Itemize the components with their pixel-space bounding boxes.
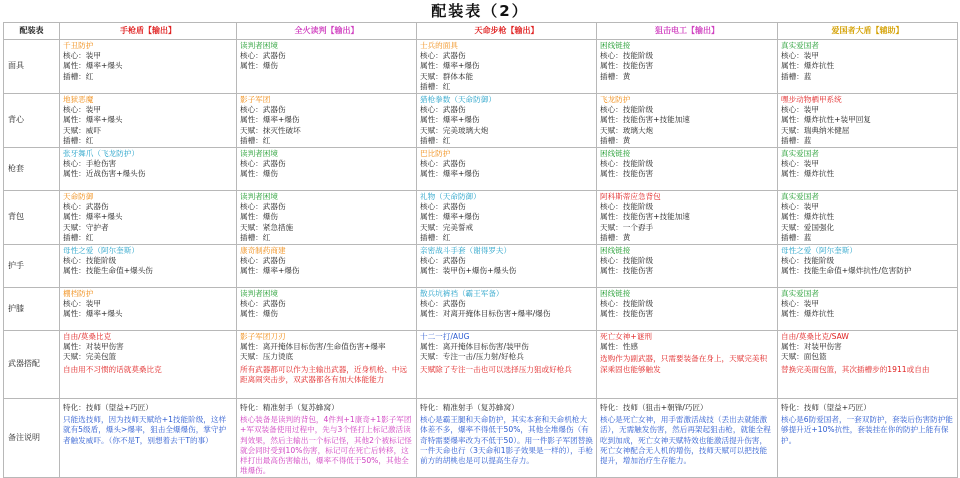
gear-attribute: 属性：近战伤害+爆头伤: [63, 169, 146, 179]
table-row: [4, 40, 958, 94]
gear-name: 影子军团: [240, 95, 271, 105]
gear-name: 自由/莫桑比克: [63, 332, 112, 342]
table-row: [4, 94, 958, 148]
gear-name: 飞龙防护: [600, 95, 631, 105]
gear-note: 只能选技师，因为技师天赋给+1技能阶级，这样就有5级盾，爆头>爆率，狙击全爆爆伤，掌守护者触发威吓。（你不是T，别想着去干T的事）: [63, 415, 227, 445]
gear-name: 真实爱国者: [781, 41, 819, 50]
gear-cell: [597, 399, 778, 478]
gear-attribute: 核心：装甲: [781, 299, 819, 309]
gear-name: 嘿步动物栖甲系统: [781, 95, 842, 105]
gear-name: 礼物（天命防御）: [420, 192, 481, 202]
header-row: [4, 23, 958, 40]
gear-attribute: 核心：技能阶级: [600, 159, 654, 169]
gear-name: 困线链接: [600, 149, 631, 159]
gear-cell: [597, 191, 778, 245]
gear-attribute: 插槽：红: [240, 232, 271, 242]
gear-cell: [597, 148, 778, 191]
gear-attribute: 插槽：黄: [600, 135, 631, 145]
gear-cell: [60, 191, 237, 245]
gear-attribute: 属性：爆炸抗性: [781, 212, 835, 222]
gear-attribute: 特化：技师（望益+巧匠）: [63, 403, 153, 413]
gear-cell: [237, 40, 417, 94]
gear-cell: [417, 288, 597, 331]
gear-note: 自由用不习惯的话就莫桑比克: [63, 364, 162, 374]
gear-note: 核心是死亡女神，用手雷激活战技（丢出去就能激活），无需触发伤害，然后再架起狙击枪，就能全程吃到加成，死亡女神天赋特效也能激活提升伤害，死亡女神配合无人机的增伤，技师天赋可以把技能提升，增加治疗生存能力。: [600, 415, 771, 466]
gear-cell: [778, 40, 958, 94]
gear-attribute: 特化：精准射手（复苏蜂窝）: [420, 403, 519, 413]
gear-cell: [417, 399, 597, 478]
gear-attribute: 属性：技能伤害: [600, 309, 654, 319]
gear-cell: [597, 288, 778, 331]
gear-cell: [60, 399, 237, 478]
gear-attribute: 核心：武器伤: [420, 159, 466, 169]
gear-name: 士兵的面具: [420, 41, 458, 50]
gear-name: 读判者困境: [240, 289, 278, 299]
table-row: [4, 288, 958, 331]
gear-note: 替换完美面包篮，其次插槽步的1911或自由: [781, 364, 930, 374]
table-row: [4, 399, 958, 478]
gear-attribute: 天赋：面包篮: [781, 352, 827, 362]
gear-attribute: 插槽：红: [240, 135, 271, 145]
gear-attribute: 属性：装甲伤+爆伤+爆头伤: [420, 266, 517, 276]
gear-attribute: 属性：离开掩体目标伤害/装甲伤: [420, 342, 529, 352]
gear-attribute: 属性：技能伤害+技能加速: [600, 115, 690, 125]
gear-name: 散兵坑裤裆（霸王军备）: [420, 289, 504, 299]
gear-attribute: 属性：爆率+爆伤: [240, 115, 300, 125]
gear-attribute: 属性：对装甲伤害: [781, 342, 842, 352]
table-row: [4, 191, 958, 245]
gear-attribute: 核心：装甲: [63, 51, 101, 61]
gear-cell: [778, 148, 958, 191]
gear-name: 天命防御: [63, 192, 94, 202]
gear-attribute: 核心：技能阶级: [600, 105, 654, 115]
gear-cell: [237, 148, 417, 191]
gear-attribute: 属性：爆伤: [240, 309, 278, 319]
gear-name: 自由/莫桑比克/SAW: [781, 332, 849, 342]
gear-attribute: 属性：性感: [600, 342, 638, 352]
gear-attribute: 天赋：完美誓戒: [420, 222, 474, 232]
gear-name: 困线链接: [600, 246, 631, 256]
header-col: 全火读判【输出】: [237, 23, 417, 40]
gear-name: 真实爱国者: [781, 192, 819, 202]
gear-attribute: 插槽：红: [63, 232, 94, 242]
gear-name: 影子军团刀刃: [240, 332, 286, 342]
gear-name: 康奇制药商建: [240, 246, 286, 256]
gear-attribute: 天赋：守护者: [63, 222, 109, 232]
gear-attribute: 属性：对离开掩体目标伤害+爆率/爆伤: [420, 309, 551, 319]
gear-attribute: 核心：武器伤: [63, 202, 109, 212]
gear-name: 张牙舞爪（飞龙防护）: [63, 149, 139, 159]
gear-cell: [60, 331, 237, 399]
gear-attribute: 核心：技能阶级: [600, 299, 654, 309]
gear-attribute: 属性：爆率+爆头: [63, 309, 123, 319]
gear-cell: [60, 148, 237, 191]
row-label: 备注说明: [4, 399, 60, 478]
gear-cell: [60, 40, 237, 94]
gear-cell: [60, 94, 237, 148]
gear-cell: [778, 288, 958, 331]
gear-attribute: 属性：爆炸抗性: [781, 309, 835, 319]
gear-cell: [237, 399, 417, 478]
gear-attribute: 属性：对装甲伤害: [63, 342, 124, 352]
gear-attribute: 核心：装甲: [781, 105, 819, 115]
gear-cell: [597, 40, 778, 94]
row-label: 枪套: [4, 148, 60, 191]
gear-name: 真实爱国者: [781, 149, 819, 159]
gear-name: 困线链接: [600, 41, 631, 50]
gear-attribute: 属性：爆率+爆头: [63, 115, 123, 125]
gear-attribute: 核心：武器伤: [240, 105, 286, 115]
gear-cell: [597, 94, 778, 148]
table-row: [4, 148, 958, 191]
gear-attribute: 属性：爆率+爆头: [63, 212, 123, 222]
gear-attribute: 核心：武器伤: [420, 299, 466, 309]
gear-note: 天赋除了专注一击也可以选择压力狙或好枪兵: [420, 364, 572, 374]
gear-cell: [237, 94, 417, 148]
row-label: 护手: [4, 245, 60, 288]
gear-attribute: 天赋：紧急措施: [240, 222, 294, 232]
gear-attribute: 插槽：蓝: [781, 71, 812, 81]
gear-attribute: 属性：技能生命值+爆头伤: [63, 266, 153, 276]
gear-cell: [597, 245, 778, 288]
gear-cell: [417, 245, 597, 288]
gear-attribute: 属性：技能伤害: [600, 169, 654, 179]
header-label: 配装表: [4, 23, 60, 40]
gear-attribute: 核心：武器伤: [240, 202, 286, 212]
gear-name: 读判者困境: [240, 149, 278, 159]
gear-name: 困线链接: [600, 289, 631, 299]
gear-attribute: 特化：技师（狙击+朝锋/巧匠）: [600, 403, 708, 413]
gear-cell: [417, 40, 597, 94]
gear-attribute: 天赋：一个孬手: [600, 222, 654, 232]
gear-attribute: 天赋：瑞典纳米健屈: [781, 125, 850, 135]
gear-note: 核心是霸王腿和天命防护，其实本套和天命机枪大体差不多，爆率不得低于50%，其他全堆爆伤（有奇特需要爆率改为不低于50）。用一件影子军团替换一件天命也行（3天命和1影子效果是一样的），手枪前方的胡桃也是可以提高生存力。: [420, 415, 593, 466]
gear-attribute: 核心：装甲: [781, 159, 819, 169]
gear-attribute: 插槽：红: [420, 135, 451, 145]
gear-attribute: 属性：爆率+爆伤: [240, 266, 300, 276]
gear-attribute: 插槽：蓝: [781, 135, 812, 145]
gear-attribute: 属性：爆伤: [240, 169, 278, 179]
gear-attribute: 核心：装甲: [63, 105, 101, 115]
gear-attribute: 属性：技能伤害: [600, 61, 654, 71]
gear-attribute: 属性：技能伤害: [600, 266, 654, 276]
gear-attribute: 核心：手枪伤害: [63, 159, 117, 169]
gear-attribute: 核心：武器伤: [420, 105, 466, 115]
gear-attribute: 插槽：黄: [600, 232, 631, 242]
gear-name: 读判者困境: [240, 41, 278, 50]
gear-name: 地狱恶魔: [63, 95, 94, 105]
gear-name: 母性之爱（阿尔奎斯）: [63, 246, 139, 256]
gear-attribute: 天赋：爱国强化: [781, 222, 835, 232]
gear-name: 读判者困境: [240, 192, 278, 202]
gear-attribute: 核心：装甲: [781, 202, 819, 212]
gear-attribute: 属性：爆率+爆头: [63, 61, 123, 71]
gear-attribute: 核心：技能阶级: [600, 202, 654, 212]
gear-attribute: 核心：技能阶级: [781, 256, 835, 266]
gear-attribute: 属性：爆伤: [240, 212, 278, 222]
gear-attribute: 核心：武器伤: [240, 159, 286, 169]
gear-cell: [778, 245, 958, 288]
gear-cell: [237, 191, 417, 245]
gear-attribute: 核心：装甲: [781, 51, 819, 61]
gear-attribute: 天赋：抹灭性破坏: [240, 125, 301, 135]
gear-cell: [778, 399, 958, 478]
gear-attribute: 核心：武器伤: [240, 51, 286, 61]
gear-attribute: 插槽：红: [420, 232, 451, 242]
gear-cell: [778, 331, 958, 399]
gear-cell: [237, 288, 417, 331]
page-title: 配装表（2）: [431, 2, 529, 20]
header-col: 手枪盾【输出】: [60, 23, 237, 40]
gear-attribute: 特化：技师（望益+巧匠）: [781, 403, 871, 413]
gear-name: 巴比防护: [420, 149, 451, 159]
gear-attribute: 插槽：红: [63, 71, 94, 81]
row-label: 背包: [4, 191, 60, 245]
gear-attribute: 属性：爆炸抗性: [781, 169, 835, 179]
gear-attribute: 属性：爆率+爆伤: [420, 169, 480, 179]
header-col: 狙击电工【输出】: [597, 23, 778, 40]
gear-attribute: 插槽：红: [420, 81, 451, 91]
gear-cell: [778, 94, 958, 148]
gear-attribute: 核心：技能阶级: [600, 256, 654, 266]
gear-name: 亲密战斗手套（谢得罗夫）: [420, 246, 512, 256]
gear-note: 核心装备是读判的背包，4件判+1康奇+1影子军团+军双装备使用过程中，先与3个怪打上标记激活读判效果，然后主输出一个标记怪，其他2个被标记怪就会同时受到10%伤害，标记可在死亡后转移，这样打出最高伤害输出，爆率不得低于50%，其他全堆爆伤。: [240, 415, 412, 476]
gear-attribute: 天赋：压力烫底: [240, 352, 294, 362]
gear-cell: [417, 94, 597, 148]
gear-cell: [237, 331, 417, 399]
gear-attribute: 天赋：群体本能: [420, 71, 474, 81]
row-label: 武器搭配: [4, 331, 60, 399]
gear-attribute: 属性：爆炸抗性+装甲回复: [781, 115, 871, 125]
gear-attribute: 核心：武器伤: [420, 51, 466, 61]
row-label: 面具: [4, 40, 60, 94]
gear-name: 猎枪拳数（天命防御）: [420, 95, 496, 105]
gear-attribute: 属性：离开掩体目标伤害/生命值伤害+爆率: [240, 342, 386, 352]
gear-attribute: 插槽：黄: [600, 71, 631, 81]
gear-attribute: 核心：技能阶级: [600, 51, 654, 61]
gear-attribute: 天赋：威吓: [63, 125, 101, 135]
gear-attribute: 特化：精准射手（复苏蜂窝）: [240, 403, 339, 413]
gear-attribute: 插槽：蓝: [781, 232, 812, 242]
gear-note: 核心是6防爱国者，一套双防护，套装后伤害防护能够提升近+10%抗性，套装挂在你的防护上能有保护。: [781, 415, 953, 445]
gear-cell: [597, 331, 778, 399]
gear-attribute: 天赋：专注一击/压力射/好枪兵: [420, 352, 524, 362]
gear-cell: [237, 245, 417, 288]
gear-attribute: 属性：技能伤害+技能加速: [600, 212, 690, 222]
table-row: [4, 331, 958, 399]
row-label: 护膝: [4, 288, 60, 331]
gear-attribute: 天赋：完美玻璃大炮: [420, 125, 489, 135]
gear-name: 十二一打/AUG: [420, 332, 470, 342]
gear-attribute: 插槽：红: [63, 135, 94, 145]
gear-note: 选购作为副武器，只需要装备在身上，天赋完美积深乘固也能够触发: [600, 354, 768, 374]
gear-attribute: 属性：爆率+爆伤: [420, 61, 480, 71]
gear-attribute: 核心：武器伤: [240, 299, 286, 309]
gear-name: 死亡女神+谜刑: [600, 332, 652, 342]
gear-attribute: 属性：爆率+爆伤: [420, 212, 480, 222]
gear-cell: [417, 191, 597, 245]
gear-attribute: 天赋：玻璃大炮: [600, 125, 654, 135]
table-row: [4, 245, 958, 288]
gear-note: 所有武器都可以作为主输出武器，近身机枪、中远距离闹突击步，双武器都各有加大体能能力: [240, 364, 408, 384]
gear-attribute: 天赋：完美包篮: [63, 352, 117, 362]
gear-name: 棚档防护: [63, 289, 94, 299]
gear-attribute: 核心：技能阶级: [63, 256, 117, 266]
gear-cell: [417, 331, 597, 399]
gear-name: 阿科斯蒂应急背包: [600, 192, 661, 202]
gear-name: 千丑防护: [63, 41, 94, 50]
row-label: 背心: [4, 94, 60, 148]
gear-name: 母性之爱（阿尔奎斯）: [781, 246, 857, 256]
gear-attribute: 属性：技能生命值+爆炸抗性/危害防护: [781, 266, 912, 276]
header-col: 爱国者大盾【辅助】: [778, 23, 958, 40]
loadout-table: [3, 22, 958, 478]
gear-attribute: 核心：装甲: [63, 299, 101, 309]
gear-cell: [417, 148, 597, 191]
gear-attribute: 属性：爆炸抗性: [781, 61, 835, 71]
gear-attribute: 核心：武器伤: [420, 256, 466, 266]
header-col: 天命步枪【输出】: [417, 23, 597, 40]
gear-attribute: 核心：武器伤: [240, 256, 286, 266]
gear-cell: [778, 191, 958, 245]
gear-name: 真实爱国者: [781, 289, 819, 299]
gear-cell: [60, 245, 237, 288]
gear-attribute: 属性：爆率+爆伤: [420, 115, 480, 125]
gear-cell: [60, 288, 237, 331]
gear-attribute: 核心：武器伤: [420, 202, 466, 212]
gear-attribute: 属性：爆伤: [240, 61, 278, 71]
